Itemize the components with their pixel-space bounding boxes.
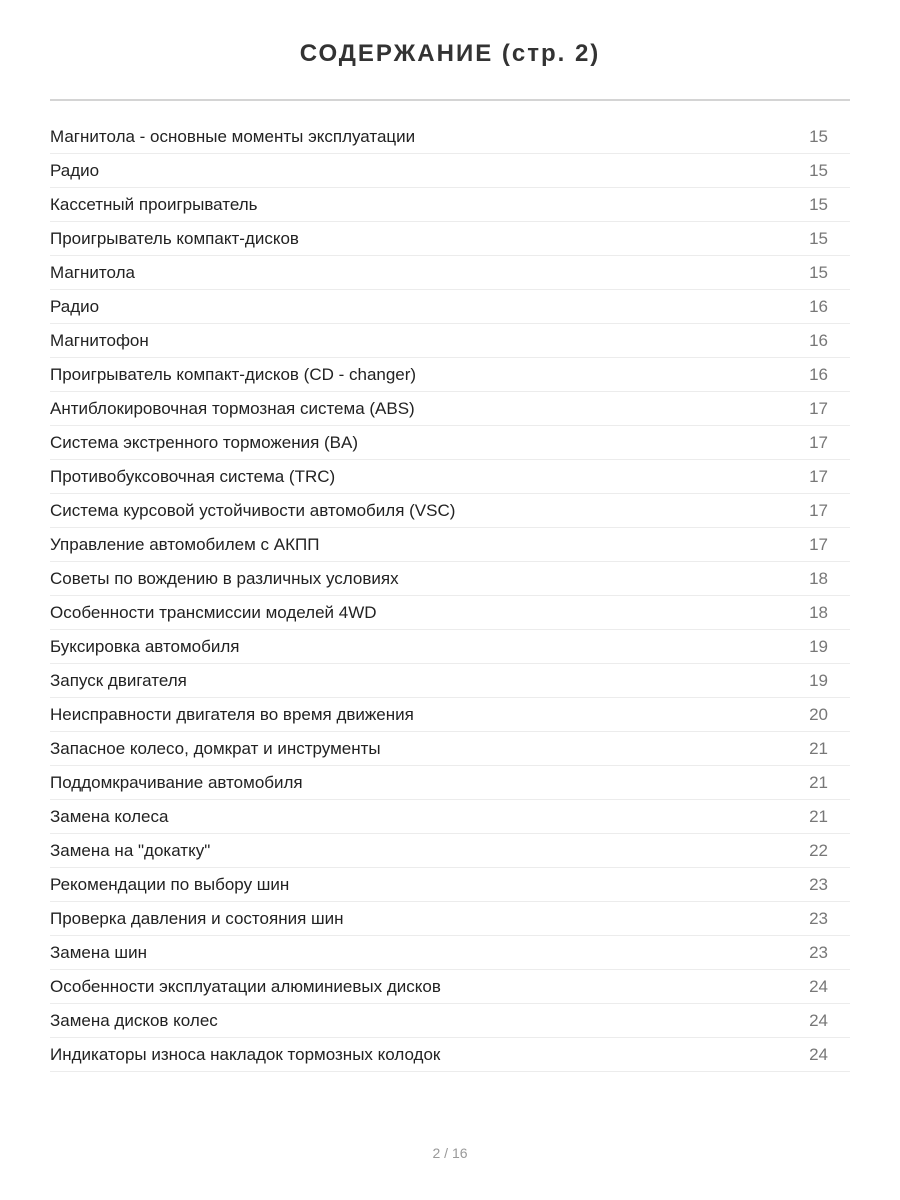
- toc-entry-title: Особенности трансмиссии моделей 4WD: [50, 603, 377, 622]
- toc-entry-title: Радио: [50, 161, 100, 180]
- toc-entry[interactable]: [50, 630, 850, 664]
- toc-entry[interactable]: [50, 766, 850, 800]
- toc-entry[interactable]: [50, 1004, 850, 1038]
- page-title: СОДЕРЖАНИЕ (стр. 2): [299, 40, 601, 67]
- toc-entry-title: Магнитола - основные моменты эксплуатации: [50, 127, 416, 146]
- toc-entry-title: Радио: [50, 297, 100, 316]
- toc-entry-title: Рекомендации по выбору шин: [50, 875, 290, 894]
- toc-entry-title: Магнитофон: [50, 331, 149, 350]
- toc-entry[interactable]: [50, 936, 850, 970]
- toc-entry[interactable]: [50, 732, 850, 766]
- toc-entry[interactable]: [50, 188, 850, 222]
- toc-entry-page-number: 21: [809, 807, 828, 826]
- toc-entry-page-number: 24: [809, 977, 828, 996]
- toc-entry-title: Особенности эксплуатации алюминиевых дисков: [50, 977, 441, 996]
- toc-entry-page-number: 15: [809, 229, 828, 248]
- toc-entry-title: Система экстренного торможения (BA): [50, 433, 359, 452]
- toc-entry-title: Противобуксовочная система (TRC): [50, 467, 336, 486]
- toc-entry-page-number: 16: [809, 365, 828, 384]
- toc-entry-page-number: 20: [809, 705, 828, 724]
- toc-entry-title: Поддомкрачивание автомобиля: [50, 773, 303, 792]
- toc-entry-page-number: 17: [809, 535, 828, 554]
- toc-entry[interactable]: [50, 970, 850, 1004]
- toc-entry-title: Замена на "докатку": [50, 841, 211, 860]
- table-of-contents: [50, 120, 850, 1072]
- toc-entry[interactable]: [50, 222, 850, 256]
- toc-entry[interactable]: [50, 494, 850, 528]
- toc-entry-page-number: 19: [809, 637, 828, 656]
- toc-entry[interactable]: [50, 120, 850, 154]
- toc-entry-page-number: 15: [809, 263, 828, 282]
- toc-entry-title: Замена шин: [50, 943, 147, 962]
- toc-entry-page-number: 17: [809, 501, 828, 520]
- toc-entry[interactable]: [50, 868, 850, 902]
- toc-entry[interactable]: [50, 664, 850, 698]
- toc-entry[interactable]: [50, 392, 850, 426]
- toc-entry-page-number: 18: [809, 603, 828, 622]
- toc-entry[interactable]: [50, 596, 850, 630]
- toc-entry-title: Проигрыватель компакт-дисков: [50, 229, 299, 248]
- toc-entry-page-number: 15: [809, 195, 828, 214]
- toc-entry-page-number: 21: [809, 739, 828, 758]
- page-indicator: 2 / 16: [432, 1145, 468, 1161]
- toc-entry[interactable]: [50, 528, 850, 562]
- toc-entry-title: Система курсовой устойчивости автомобиля (VSC): [50, 501, 456, 520]
- toc-entry[interactable]: [50, 256, 850, 290]
- toc-entry[interactable]: [50, 902, 850, 936]
- toc-entry-title: Замена колеса: [50, 807, 169, 826]
- toc-entry-title: Антиблокировочная тормозная система (ABS): [50, 399, 415, 418]
- toc-entry-page-number: 16: [809, 331, 828, 350]
- toc-entry[interactable]: [50, 1038, 850, 1072]
- toc-entry[interactable]: [50, 698, 850, 732]
- toc-entry-page-number: 17: [809, 433, 828, 452]
- toc-entry-title: Замена дисков колес: [50, 1011, 218, 1030]
- toc-entry-page-number: 15: [809, 127, 828, 146]
- toc-entry-page-number: 18: [809, 569, 828, 588]
- toc-entry-page-number: 17: [809, 467, 828, 486]
- toc-entry-page-number: 19: [809, 671, 828, 690]
- toc-entry[interactable]: [50, 800, 850, 834]
- toc-entry[interactable]: [50, 290, 850, 324]
- toc-entry[interactable]: [50, 426, 850, 460]
- toc-entry-title: Неисправности двигателя во время движения: [50, 705, 414, 724]
- toc-entry[interactable]: [50, 154, 850, 188]
- toc-entry-page-number: 23: [809, 943, 828, 962]
- toc-entry-page-number: 24: [809, 1045, 828, 1064]
- toc-entry[interactable]: [50, 562, 850, 596]
- toc-entry-title: Магнитола: [50, 263, 135, 282]
- toc-entry-page-number: 23: [809, 875, 828, 894]
- toc-entry-title: Буксировка автомобиля: [50, 637, 240, 656]
- toc-entry-page-number: 17: [809, 399, 828, 418]
- toc-entry-page-number: 23: [809, 909, 828, 928]
- toc-entry-title: Управление автомобилем с АКПП: [50, 535, 320, 554]
- toc-entry-title: Проверка давления и состояния шин: [50, 909, 344, 928]
- toc-entry[interactable]: [50, 834, 850, 868]
- toc-entry-title: Кассетный проигрыватель: [50, 195, 258, 214]
- toc-entry-title: Советы по вождению в различных условиях: [50, 569, 399, 588]
- toc-entry[interactable]: [50, 460, 850, 494]
- toc-entry-page-number: 16: [809, 297, 828, 316]
- toc-entry-page-number: 21: [809, 773, 828, 792]
- toc-entry-page-number: 22: [809, 841, 828, 860]
- toc-entry[interactable]: [50, 358, 850, 392]
- toc-entry-title: Запасное колесо, домкрат и инструменты: [50, 739, 381, 758]
- title-divider: [50, 99, 850, 101]
- toc-entry-title: Запуск двигателя: [50, 671, 187, 690]
- toc-entry-page-number: 24: [809, 1011, 828, 1030]
- toc-entry-title: Проигрыватель компакт-дисков (CD - changer): [50, 365, 417, 384]
- toc-entry[interactable]: [50, 324, 850, 358]
- toc-entry-page-number: 15: [809, 161, 828, 180]
- toc-entry-title: Индикаторы износа накладок тормозных колодок: [50, 1045, 441, 1064]
